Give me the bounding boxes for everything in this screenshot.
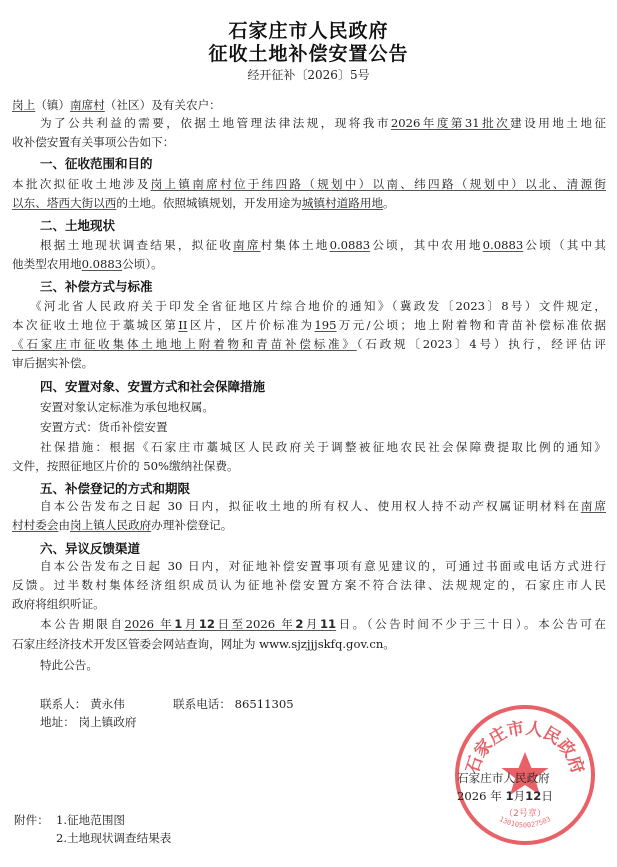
signature-date: 2026 年 1月12日 xyxy=(457,789,553,803)
attachment-item-2: 2.土地现状调查结果表 xyxy=(56,831,172,845)
intro-line1: 为了公共利益的需要，依据土地管理法律法规，现将我市2026年度第31批次建设用地土地征 xyxy=(40,116,606,130)
section5-heading: 五、补偿登记的方式和期限 xyxy=(40,481,191,496)
doc-title-line1: 石家庄市人民政府 xyxy=(228,20,389,42)
signature-org: 石家庄市人民政府 xyxy=(457,771,550,785)
doc-number: 经开征补〔2026〕5号 xyxy=(247,68,370,82)
section1-heading: 一、征收范围和目的 xyxy=(40,156,153,171)
contact-address: 地址： 岗上镇政府 xyxy=(40,715,137,729)
section4-line1: 安置对象认定标准为承包地权属。 xyxy=(40,400,214,414)
contact-phone: 联系电话： 86511305 xyxy=(173,697,294,711)
section3-line1: 《河北省人民政府关于印发全省征地区片综合地价的通知》（冀政发〔2023〕8号）文件规定， xyxy=(30,299,606,313)
section5-line1: 自本公告发布之日起 30 日内，拟征收土地的所有权人、使用权人持不动产权属证明材料在南席 xyxy=(40,499,606,513)
section1-line1: 本批次拟征收土地涉及岗上镇南席村位于纬四路（规划中）以南、纬四路（规划中）以北、清源街 xyxy=(12,177,606,191)
section6-line4: 本公告期限自2026 年1月12日至2026 年2月11日。（公告时间不少于三十日）。本公告可在 xyxy=(40,617,606,631)
section2-line1: 根据土地现状调查结果，拟征收南席村集体土地0.0883公顷，其中农用地0.0883公顷（其中其 xyxy=(40,238,606,252)
attachments-label: 附件： xyxy=(14,813,49,827)
attachment-item-1: 1.征地范围图 xyxy=(56,813,126,827)
section4-heading: 四、安置对象、安置方式和社会保障措施 xyxy=(40,379,266,394)
section6-line3: 政府将组织听证。 xyxy=(12,597,105,611)
doc-title-line2: 征收土地补偿安置公告 xyxy=(208,43,409,65)
section6-line2: 反馈。过半数村集体经济组织成员认为征地补偿安置方案不符合法律、法规规定的，石家庄市人民 xyxy=(12,578,606,592)
intro-line2: 收补偿安置有关事项公告如下： xyxy=(12,135,175,149)
section6-line1: 自本公告发布之日起 30 日内，对征地补偿安置事项有意见建议的，可通过书面或电话方式进行 xyxy=(40,559,606,573)
section1-line2: 以东、塔西大街以西的土地。依照城镇规划，开发用途为城镇村道路用地。 xyxy=(12,196,395,210)
seal-serial: 1301050027503 xyxy=(497,815,553,830)
contact-person: 联系人： 黄永伟 xyxy=(40,697,125,711)
addressee: 岗上（镇）南席村（社区）及有关农户： xyxy=(12,98,221,112)
closing-text: 特此公告。 xyxy=(40,658,98,672)
section4-line2: 安置方式：货币补偿安置 xyxy=(40,420,168,434)
section3-line2: 本次征收土地位于藁城区第II区片，区片价标准为195万元/公顷；地上附着物和青苗补偿标准依据 xyxy=(12,318,606,332)
website-link[interactable]: www.sjzjjjskfq.gov.cn。 xyxy=(259,637,395,651)
section2-line2: 他类型农用地0.0883公顷）。 xyxy=(12,257,163,271)
seal-subtext: （2号章） xyxy=(504,809,546,819)
addressee-village: 南席村 xyxy=(70,98,105,112)
section4-line3: 社保措施：根据《石家庄市藁城区人民政府关于调整被征地农民社会保障费提取比例的通知》 xyxy=(40,440,606,454)
addressee-town: 岗上 xyxy=(12,98,36,112)
section6-line5: 石家庄经济技术开发区管委会网站查询，网址为 www.sjzjjjskfq.gov.cn。 xyxy=(12,637,395,651)
section5-line2: 村村委会由岗上镇人民政府办理补偿登记。 xyxy=(12,518,233,532)
section3-line4: 审后据实补偿。 xyxy=(12,356,94,370)
seal-text: 石家庄市人民政府 xyxy=(462,718,588,777)
section2-heading: 二、土地现状 xyxy=(40,218,116,233)
section3-heading: 三、补偿方式与标准 xyxy=(40,279,153,294)
section3-line3: 《石家庄市征收集体土地地上附着物和青苗补偿标准》（石政规〔2023〕4号）执行，经评估评 xyxy=(12,337,606,351)
section6-heading: 六、异议反馈渠道 xyxy=(40,541,141,556)
section4-line4: 文件，按照征地区片价的 50%缴纳社保费。 xyxy=(12,459,239,473)
